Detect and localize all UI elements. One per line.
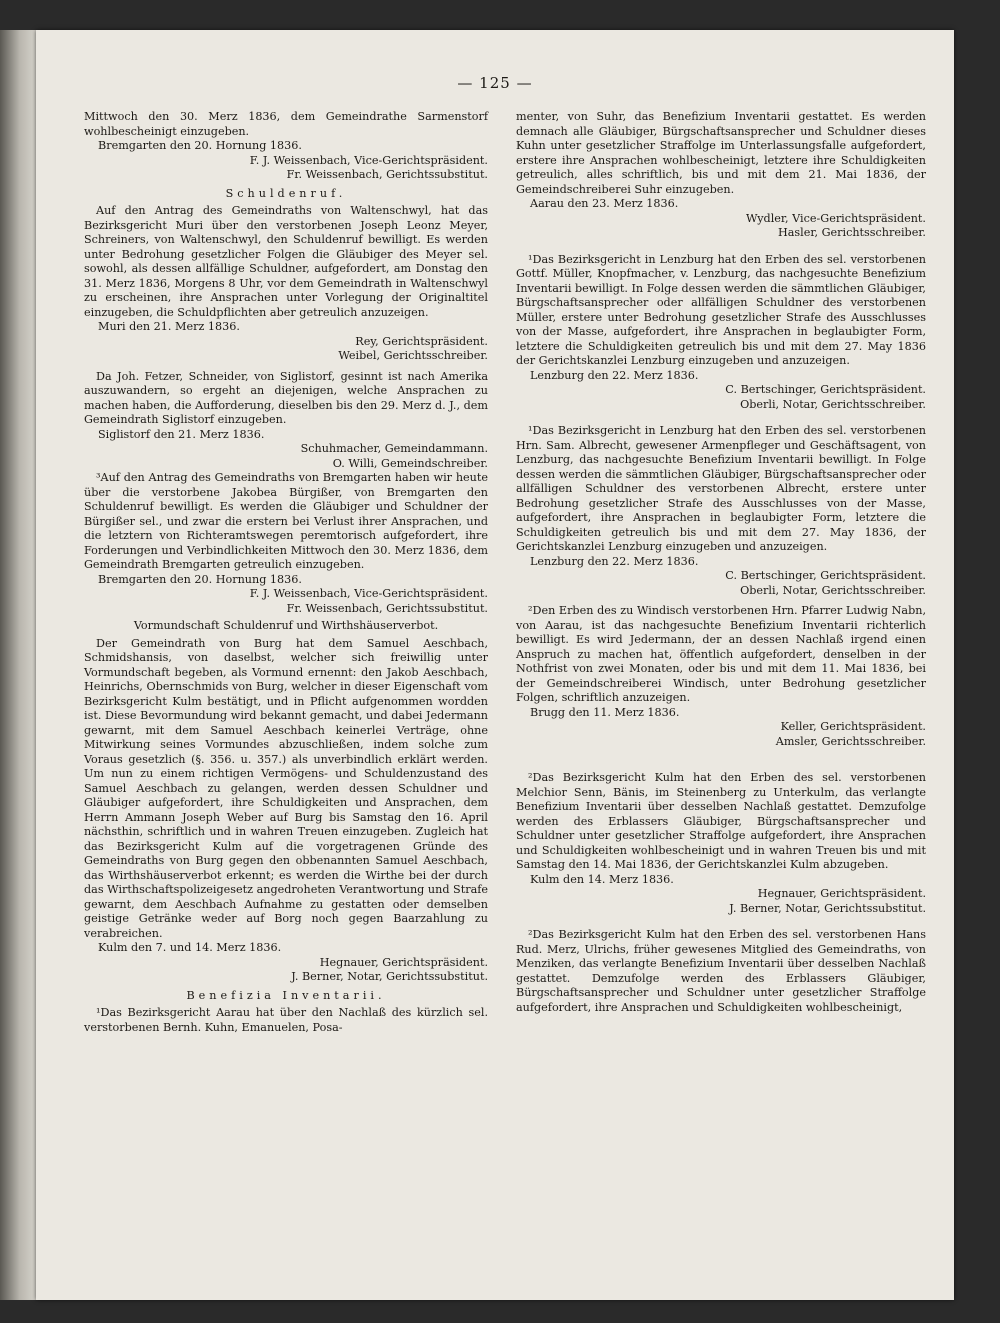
notice-text: Der Gemeindrath von Burg hat dem Samuel Aeschbach, Schmidshansis, von daselbst, welcher sich freiwillig unter Vormundschaft begeben, als Vormund ernennt: den Jakob Aeschbach, Heinrichs, Obernschmids von Burg, welcher in dieser Eigenschaft vom Bezirksgericht Kulm bestätigt, und in Pflicht aufgenommen wordden ist. Diese Bevormundung wird bekannt gemacht, und dabei Jedermann gewarnt, mit dem Samuel Aeschbach keinerlei Verträge, ohne Mitwirkung seines Vormundes abzuschließen, indem solche zum Voraus gesetzlich (§. 356. u. 357.) als unverbindlich erklärt werden. Um nun zu einem richtigen Vermögens- und Schuldenzustand des Samuel Aeschbach zu gelangen, werden dessen Schuldner und Gläubiger aufgefordert, ihre Schuldigkeiten und Ansprachen, dem Herrn Ammann Joseph Weber auf Burg bis Samstag den 16. April nächsthin, schriftlich und in wahren Treuen einzugeben. Zugleich hat das Bezirksgericht Kulm auf die vorgetragenen Gründe des Gemeindraths von Burg gegen den obbenannten Samuel Aeschbach, das Wirthshäuserverbot erkennt; es werden die Wirthe bei der durch das Wirthschaftspolizeigesetz angedroheten Verantwortung und Strafe gewarnt, dem Aeschbach Aufnahme zu gestatten oder demselben geistige Getränke weder auf Borg noch gegen Baarzahlung zu verabreichen.: [84, 636, 488, 940]
notice-date: Kulm den 7. und 14. Merz 1836.: [98, 941, 282, 954]
notice-signature: Fr. Weissenbach, Gerichtssubstitut.: [286, 601, 488, 615]
notice-signature: O. Willi, Gemeindschreiber.: [332, 456, 488, 470]
notice-signature: Oberli, Notar, Gerichtsschreiber.: [740, 583, 926, 597]
notice-signature: Wydler, Vice-Gerichtspräsident.: [745, 211, 926, 225]
book-spine: [0, 30, 36, 1300]
notice-signature: Keller, Gerichtspräsident.: [780, 720, 926, 733]
section-heading-benefizia: Benefizia Inventarii.: [186, 988, 386, 1002]
notice-date: Bremgarten den 20. Hornung 1836.: [98, 572, 302, 586]
notice-text: Mittwoch den 30. Merz 1836, dem Gemeindrathe Sarmenstorf wohlbescheinigt einzugeben.: [84, 110, 488, 138]
notice-text: ²Das Bezirksgericht Kulm hat den Erben des sel. verstorbenen Hans Rud. Merz, Ulrichs, früher gewesenes Mitglied des Gemeindraths, von Menziken, das verlangte Benefizium Inventarii über desselben Nachlaß gestattet. Demzufolge werden des Erblassers Gläubiger, Bürgschaftsansprecher und Schuldner unter gesetzlicher Straffolge aufgefordert, ihre Ansprachen und Schuldigkeiten wohlbescheinigt,: [516, 928, 926, 1014]
notice-signature: Hegnauer, Gerichtspräsident.: [757, 887, 926, 900]
notice-signature: F. J. Weissenbach, Vice-Gerichtspräsident.: [249, 587, 488, 600]
notice-signature: Weibel, Gerichtsschreiber.: [338, 349, 488, 362]
notice-date: Lenzburg den 22. Merz 1836.: [530, 368, 699, 382]
notice-signature: Rey, Gerichtspräsident.: [355, 334, 488, 348]
notice-text: ²Das Bezirksgericht Kulm hat den Erben des sel. verstorbenen Melchior Senn, Bänis, im Steinenberg zu Unterkulm, das verlangte Benefizium Inventarii über desselben Nachlaß gestattet. Demzufolge werden des Erblassers Gläubiger, Bürgschaftsansprecher und Schuldner unter gesetzlicher Straffolge aufgefordert, ihre Ansprachen und Schuldigkeiten wohlbescheinigt und in wahren Treuen bis und mit Samstag den 14. Mai 1836, der Gerichtskanzlei Kulm abzugeben.: [516, 771, 926, 871]
notice-text: ¹Das Bezirksgericht Aarau hat über den Nachlaß des kürzlich sel. verstorbenen Bernh. Kuhn, Emanuelen, Posa-: [84, 1006, 488, 1034]
notice-signature: Fr. Weissenbach, Gerichtssubstitut.: [286, 168, 488, 181]
notice-text: ²Den Erben des zu Windisch verstorbenen Hrn. Pfarrer Ludwig Nabn, von Aarau, ist das nachgesuchte Benefizium Inventarii richterlich bewilligt. Es wird Jedermann, der an dessen Nachlaß irgend einen Anspruch zu machen hat, öffentlich aufgefordert, denselben in der Nothfrist von zwei Monaten, oder bis und mit dem 11. Mai 1836, bei der Gemeindschreiberei Windisch, unter Bedrohung gesetzlicher Folgen, schriftlich anzuzeigen.: [516, 604, 926, 704]
notice-date: Bremgarten den 20. Hornung 1836.: [98, 139, 302, 152]
notice-date: Brugg den 11. Merz 1836.: [530, 705, 680, 719]
notice-signature: Amsler, Gerichtsschreiber.: [775, 734, 926, 748]
notice-date: Lenzburg den 22. Merz 1836.: [530, 554, 699, 568]
notice-signature: J. Berner, Notar, Gerichtssubstitut.: [729, 901, 926, 915]
notice-signature: Oberli, Notar, Gerichtsschreiber.: [740, 397, 926, 411]
notice-text: Auf den Antrag des Gemeindraths von Waltenschwyl, hat das Bezirksgericht Muri über den verstorbenen Joseph Leonz Meyer, Schreiners, von Waltenschwyl, den Schuldenruf bewilligt. Es werden unter Bedrohung gesetzlicher Folgen die Gläubiger des Meyer sel. sowohl, als dessen allfällige Schuldner, aufgefordert, am Donstag den 31. Merz 1836, Morgens 8 Uhr, vor dem Gemeindrath in Waltenschwyl zu erscheinen, ihre Ansprachen unter Vorlegung der Originaltitel einzugeben, die Schuldpflichten aber getreulich anzuzeigen.: [84, 204, 488, 319]
notice-text: ³Auf den Antrag des Gemeindraths von Bremgarten haben wir heute über die verstorbene Jakobea Bürgißer, von Bremgarten den Schuldenruf bewilligt. Es werden die Gläubiger und Schuldner der Bürgißer sel., und zwar die erstern bei Verlust ihrer Ansprachen, und die letztern von Richteramtswegen peremtorisch aufgefordert, ihre Forderungen und Verbindlichkeiten Mittwoch den 30. Merz 1836, dem Gemeindrath Bremgarten getreulich einzugeben.: [84, 471, 488, 571]
notice-signature: Schuhmacher, Gemeindammann.: [300, 442, 488, 455]
notice-signature: Hegnauer, Gerichtspräsident.: [319, 955, 488, 969]
newspaper-page: [36, 30, 954, 1300]
section-heading-schuldenruf: Schuldenruf.: [225, 186, 347, 200]
notice-text: Da Joh. Fetzer, Schneider, von Siglistorf, gesinnt ist nach Amerika auszuwandern, so ergeht an diejenigen, welche Ansprachen zu machen haben, die Aufforderung, dieselben bis den 29. Merz d. J., dem Gemeindrath Siglistorf einzugeben.: [84, 369, 488, 426]
section-heading-vormundschaft: Vormundschaft Schuldenruf und Wirthshäuserverbot.: [133, 619, 439, 632]
notice-signature: J. Berner, Notar, Gerichtssubstitut.: [291, 970, 488, 983]
page-number: — 125 —: [457, 74, 533, 92]
notice-date: Siglistorf den 21. Merz 1836.: [98, 427, 265, 441]
left-column: [84, 110, 488, 1035]
notice-date: Muri den 21. Merz 1836.: [98, 320, 240, 333]
notice-text: ¹Das Bezirksgericht in Lenzburg hat den Erben des sel. verstorbenen Hrn. Sam. Albrecht, gewesener Armenpfleger und Geschäftsagent, von Lenzburg, das nachgesuchte Benefizium Inventarii bewilligt. In Folge dessen werden die sämmtlichen Gläubiger, Bürgschaftsansprecher oder allfälligen Schuldner des verstorbenen Albrecht, erstere unter Bedrohung gesetzlicher Strafe des Ausschlusses von der Masse, aufgefordert, ihre Ansprachen in beglaubigter Form, letztere die Schuldigkeiten getreulich bis und mit dem 27. May 1836, der Gerichtskanzlei Lenzburg einzugeben und anzuzeigen.: [516, 424, 926, 553]
notice-signature: Hasler, Gerichtsschreiber.: [777, 226, 926, 239]
notice-date: Aarau den 23. Merz 1836.: [530, 197, 679, 210]
notice-date: Kulm den 14. Merz 1836.: [530, 872, 674, 886]
notice-signature: C. Bertschinger, Gerichtspräsident.: [725, 569, 926, 582]
right-column: [516, 110, 926, 1015]
notice-signature: F. J. Weissenbach, Vice-Gerichtspräsident.: [249, 153, 488, 167]
notice-text: menter, von Suhr, das Benefizium Inventarii gestattet. Es werden demnach alle Gläubiger, Bürgschaftsansprecher und Schuldner dieses Kuhn unter gesetzlicher Straffolge im Unterlassungsfalle aufgefordert, erstere ihre Ansprachen wohlbescheinigt, letztere ihre Schuldigkeiten getreulich, alles schriftlich, bis und mit dem 21. Mai 1836, der Gemeindschreiberei Suhr einzugeben.: [516, 110, 926, 196]
notice-signature: C. Bertschinger, Gerichtspräsident.: [725, 383, 926, 396]
notice-text: ¹Das Bezirksgericht in Lenzburg hat den Erben des sel. verstorbenen Gottf. Müller, Knopfmacher, v. Lenzburg, das nachgesuchte Benefizium Inventarii bewilligt. In Folge dessen werden die sämmtlichen Gläubiger, Bürgschaftsansprecher oder allfälligen Schuldner des verstorbenen Müller, erstere unter Bedrohung gesetzlicher Strafe des Ausschlusses von der Masse, aufgefordert, ihre Ansprachen in beglaubigter Form, letztere die Schuldigkeiten getreulich bis und mit dem 27. May 1836 der Gerichtskanzlei Lenzburg einzugeben und anzuzeigen.: [516, 252, 926, 367]
